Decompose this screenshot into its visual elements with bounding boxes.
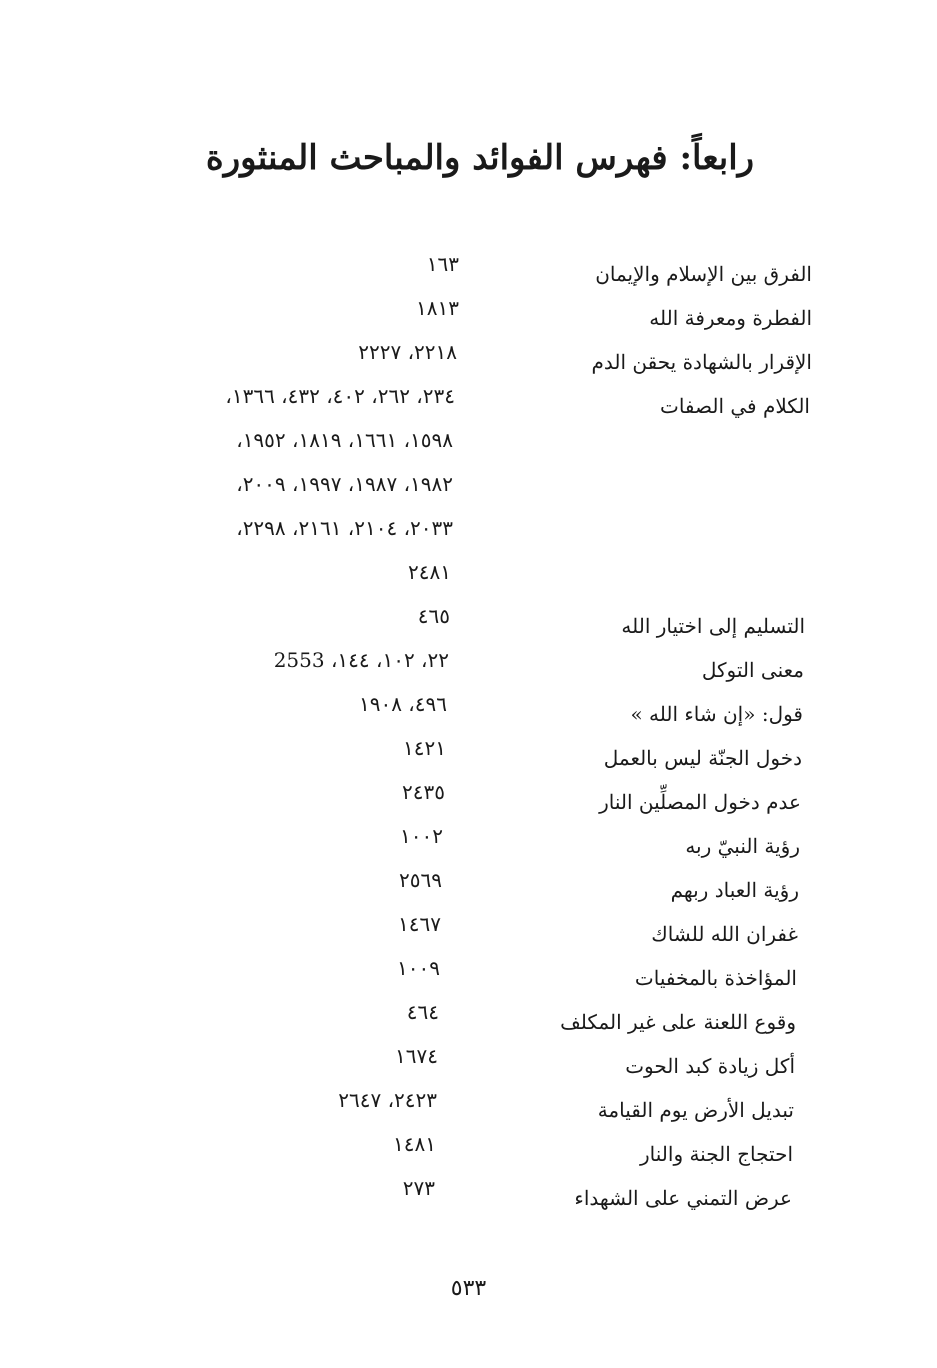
index-entry [0,472,937,512]
reference-numbers: ١٥٩٨، ١٦٦١، ١٨١٩، ١٩٥٢، [236,428,453,452]
topic-label: الفرق بين الإسلام والإيمان [595,262,812,286]
topic-label: وقوع اللعنة على غير المكلف [560,1010,796,1034]
reference-numbers: ٢٥٦٩ [399,868,442,892]
topic-label: عدم دخول المصلِّين النار [599,790,801,814]
index-entry [0,1044,937,1084]
index-entry [0,516,937,556]
reference-numbers: ١٠٠٩ [397,956,440,980]
reference-numbers: ٤٩٦، ١٩٠٨ [358,692,447,716]
topic-label: عرض التمني على الشهداء [574,1186,792,1210]
index-entry [0,824,937,864]
topic-label: غفران الله للشاك [651,922,798,946]
reference-numbers: ٤٦٤ [406,1000,439,1024]
index-entry [0,912,937,952]
index-entry [0,560,937,600]
reference-numbers: ١٤٨١ [393,1132,436,1156]
topic-label: احتجاج الجنة والنار [640,1142,793,1166]
index-entry [0,1088,937,1128]
index-entry [0,1132,937,1172]
index-entry [0,648,937,688]
reference-numbers: ١٤٦٧ [398,912,441,936]
topic-label: تبديل الأرض يوم القيامة [597,1098,794,1122]
index-entry [0,692,937,732]
reference-numbers: ٢٠٣٣، ٢١٠٤، ٢١٦١، ٢٢٩٨، [236,516,453,540]
index-entry [0,340,937,380]
page-number: ٥٣٣ [450,1276,487,1301]
topic-label: الإقرار بالشهادة يحقن الدم [591,350,812,374]
reference-numbers: ١٦٧٤ [395,1044,438,1068]
topic-label: دخول الجنّة ليس بالعمل [603,746,802,770]
reference-numbers: ١٨١٣ [416,296,459,320]
index-entry [0,604,937,644]
index-entry [0,956,937,996]
index-entry [0,1176,937,1216]
reference-numbers: ١٩٨٢، ١٩٨٧، ١٩٩٧، ٢٠٠٩، [236,472,453,496]
reference-numbers: ٢٢١٨، ٢٢٢٧ [358,340,457,364]
index-entry [0,736,937,776]
reference-numbers: ٢٤٨١ [408,560,451,584]
reference-numbers: ٢٧٣ [402,1176,435,1200]
reference-numbers: ١٠٠٢ [400,824,443,848]
topic-label: رؤية النبيّ ربه [685,834,800,858]
index-entry [0,252,937,292]
index-entry [0,296,937,336]
index-entry [0,1000,937,1040]
index-entry [0,868,937,908]
topic-label: الكلام في الصفات [660,394,810,418]
reference-numbers: ٢٣٤، ٢٦٢، ٤٠٢، ٤٣٢، ١٣٦٦، [225,384,455,408]
index-entry [0,780,937,820]
topic-label: المؤاخذة بالمخفيات [634,966,797,990]
reference-numbers: ٢٤٣٥ [402,780,445,804]
reference-numbers: ٢٢، ١٠٢، ١٤٤، 2553 [273,648,449,672]
page-title: رابعاً: فهرس الفوائد والمباحث المنثورة [205,138,755,178]
reference-numbers: ٤٦٥ [417,604,450,628]
topic-label: معنى التوكل [701,658,804,682]
topic-label: أكل زيادة كبد الحوت [625,1054,795,1078]
index-entry [0,428,937,468]
topic-label: التسليم إلى اختيار الله [621,614,805,638]
reference-numbers: ١٤٢١ [403,736,446,760]
reference-numbers: ٢٤٢٣، ٢٦٤٧ [338,1088,437,1112]
topic-label: قول: «إن شاء الله » [630,702,803,726]
topic-label: رؤية العباد ربهم [670,878,799,902]
topic-label: الفطرة ومعرفة الله [649,306,812,330]
reference-numbers: ١٦٣ [426,252,459,276]
index-entry [0,384,937,424]
